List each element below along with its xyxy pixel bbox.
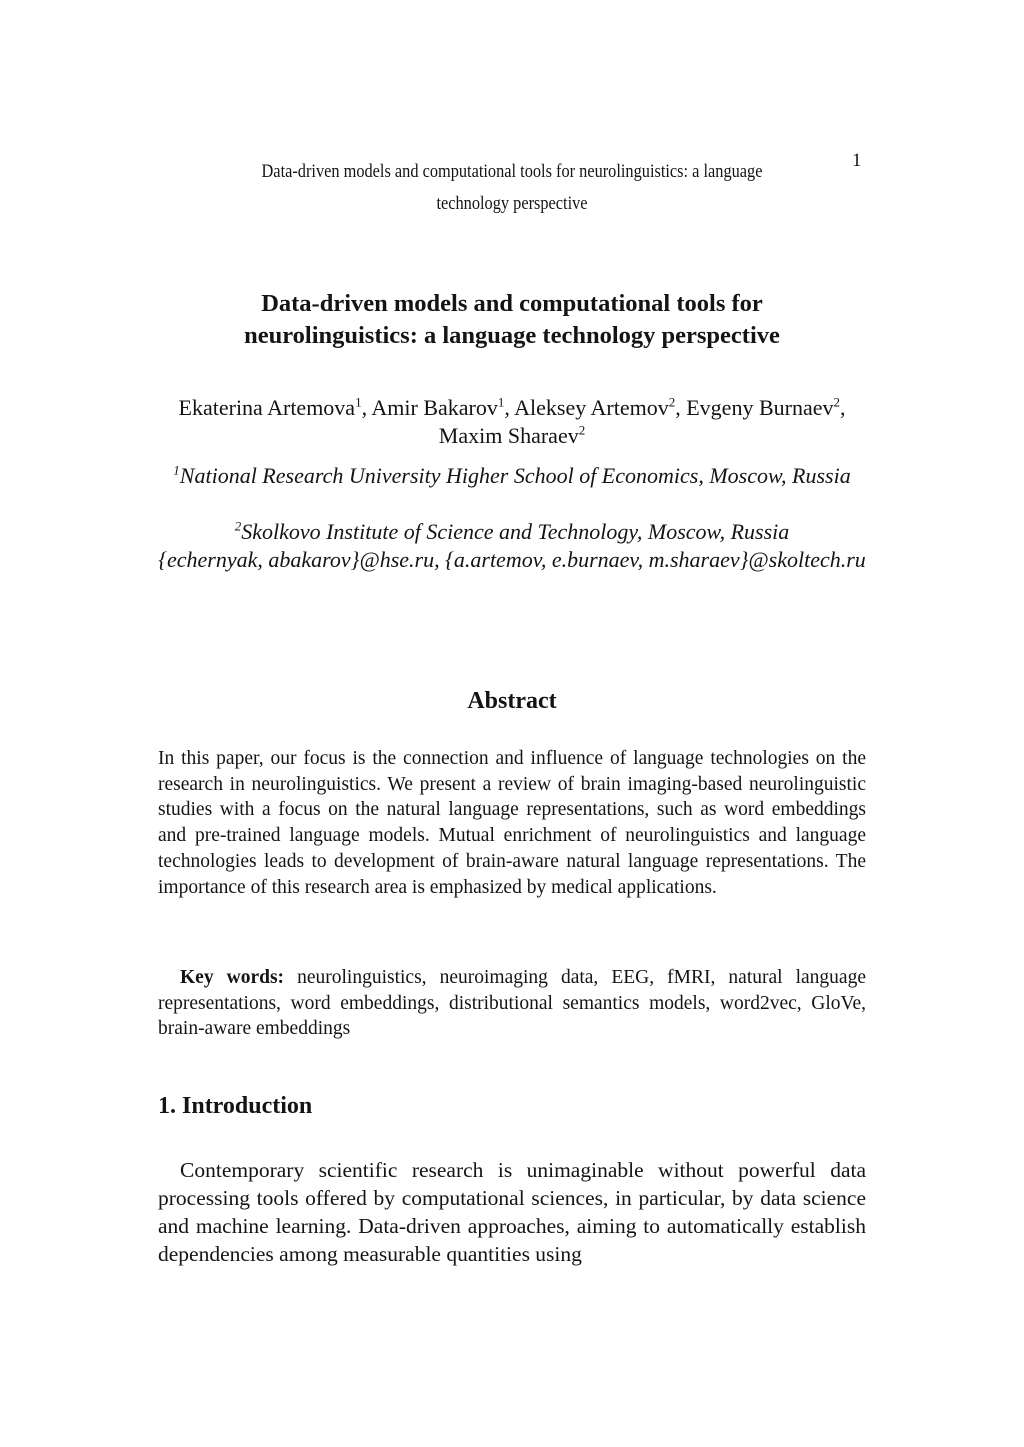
affiliation-mark: 1 <box>173 462 180 478</box>
author-affiliation-mark: 2 <box>668 394 676 410</box>
abstract-text: In this paper, our focus is the connection and influence of language technologies on the research in neurolinguistics. We present a review of brain imaging-based neurolinguistic studies with a focus on the natural language representations, such as word embeddings and pre-trained language models. Mutual enrichment of neurolinguistics and language technologies leads to development of brain-aware natural language representations. The importance of this research area is emphasized by medical applications. <box>158 748 866 898</box>
introduction-text: Contemporary scientific research is unimaginable without powerful data processing tools offered by computational sciences, in particular, by data science and machine learning. Data-driven approaches, aiming to automatically establish dependencies among measurable quantities using <box>158 1158 866 1266</box>
abstract-heading: Abstract <box>467 688 557 714</box>
keywords-text: neurolinguistics, neuroimaging data, EEG, fMRI, natural language representations, word embeddings, distributional semantics models, word2vec, GloVe, brain-aware embeddings <box>158 967 866 1040</box>
paper-title-line-2: neurolinguistics: a language technology perspective <box>244 322 780 349</box>
running-head-line-2: technology perspective <box>436 193 588 214</box>
running-head-line-1: Data-driven models and computational tools for neurolinguistics: a language <box>261 161 763 182</box>
page-number: 1 <box>852 150 862 171</box>
author-affiliation-mark: 2 <box>578 422 586 438</box>
affiliation-text: National Research University Higher School of Economics, Moscow, Russia <box>179 463 851 488</box>
affiliation-mark: 2 <box>234 518 242 534</box>
paper-title <box>130 288 894 352</box>
keywords-label: Key words: <box>180 967 285 988</box>
affiliation-1 <box>130 462 894 490</box>
keywords <box>158 965 866 1042</box>
author-emails: {echernyak, abakarov}@hse.ru, {a.artemov, e.burnaev, m.sharaev}@skoltech.ru <box>158 547 866 572</box>
author-name: Ekaterina Artemova <box>178 395 356 420</box>
author-name: Amir Bakarov <box>371 395 498 420</box>
paper-title-line-1: Data-driven models and computational tools for <box>261 290 763 317</box>
author-name: Evgeny Burnaev <box>686 395 834 420</box>
section-heading-introduction: 1. Introduction <box>158 1093 313 1119</box>
author-name: Aleksey Artemov <box>514 395 669 420</box>
author-affiliation-mark: 1 <box>355 394 362 410</box>
author-affiliation-mark: 2 <box>833 394 840 410</box>
affiliation-text: Skolkovo Institute of Science and Technology, Moscow, Russia <box>241 519 790 544</box>
author-name: Maxim Sharaev <box>438 423 579 448</box>
running-head <box>244 156 781 220</box>
affiliation-2 <box>130 518 894 574</box>
author-affiliation-mark: 1 <box>497 394 505 410</box>
author-list: Ekaterina Artemova$^1$, Amir Bakarov$^1$, Aleksey Artemov$^2$, Evgeny Burnaev$^2$, Maxim Sharaev$^2$ <box>178 394 846 448</box>
